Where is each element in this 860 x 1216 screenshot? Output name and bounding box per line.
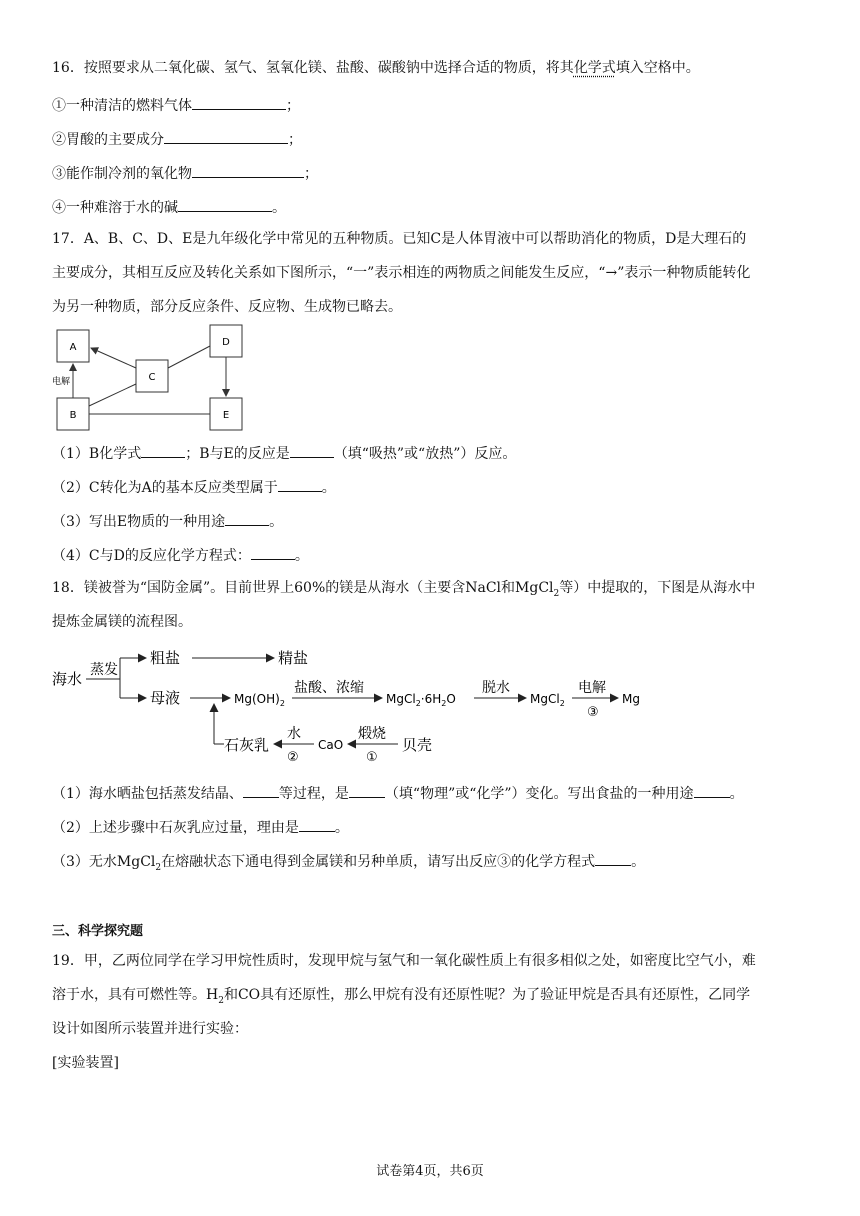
flow-mgcl2: MgCl$_2$ (530, 692, 565, 708)
answer-blank[interactable] (192, 95, 286, 110)
q17-part-2: （2）C转化为A的基本反应类型属于 。 (52, 477, 336, 498)
flow-cao: CaO (318, 738, 344, 752)
q18-flow-diagram (52, 640, 652, 765)
answer-blank[interactable] (278, 477, 322, 492)
answer-blank[interactable] (251, 545, 295, 560)
q16-item-4: ④一种难溶于水的碱 。 (52, 197, 286, 218)
label-b: B (69, 410, 77, 421)
q18-part-1: （1）海水晒盐包括蒸发结晶、 等过程，是 （填“物理”或“化学”）变化。写出食盐的一种用途 。 (52, 783, 744, 804)
flow-electrolysis: 电解 (578, 680, 606, 696)
answer-blank[interactable] (164, 129, 288, 144)
flow-mgcl2-hydrate: $MgCl_2\cdot 6H_2O$ (386, 692, 456, 708)
q19-line-3: 设计如图所示装置并进行实验： (52, 1021, 248, 1037)
flow-mg: Mg (622, 692, 640, 706)
label-a: A (69, 342, 77, 353)
q19-line-4: [实验装置] (52, 1055, 119, 1071)
q16-stem: 16．按照要求从二氧化碳、氢气、氢氧化镁、盐酸、碳酸钠中选择合适的物质，将其化学式填入空格中。 (52, 60, 700, 76)
answer-blank[interactable] (243, 783, 279, 798)
q17-part-1: （1）B化学式 ；B与E的反应是 （填“吸热”或“放热”）反应。 (52, 443, 516, 464)
q17-relation-diagram (52, 322, 252, 432)
flow-step-2: ② (287, 750, 299, 765)
flow-seawater: 海水 (52, 670, 83, 688)
flow-step-1: ① (366, 750, 378, 765)
arrow-c-to-a (91, 348, 136, 368)
answer-blank[interactable] (141, 443, 185, 458)
flow-evaporate: 蒸发 (90, 662, 118, 678)
answer-blank[interactable] (694, 783, 730, 798)
label-c: C (148, 372, 156, 383)
flow-water: 水 (287, 726, 301, 742)
q16-item-3: ③能作制冷剂的氧化物 ； (52, 163, 318, 184)
flow-acid-concentrate: 盐酸、浓缩 (294, 680, 364, 696)
link-c-d (168, 346, 210, 368)
label-d: D (222, 337, 230, 348)
q19-line-1: 19．甲，乙两位同学在学习甲烷性质时，发现甲烷与氢气和一氧化碳性质上有很多相似之处，如密度比空气小，难 (52, 953, 756, 969)
answer-blank[interactable] (299, 817, 335, 832)
flow-lime-milk: 石灰乳 (224, 736, 270, 754)
q19-line-2: 溶于水，具有可燃性等。$H_2$和CO具有还原性，那么甲烷有没有还原性呢？为了验证甲烷是否具有还原性，乙同学 (52, 987, 751, 1006)
q18-part-3: （3）无水MgCl$_2$在熔融状态下通电得到金属镁和另种单质，请写出反应③的化学方程式 。 (52, 851, 645, 878)
q17-stem-3: 为另一种物质，部分反应条件、反应物、生成物已略去。 (52, 299, 402, 315)
section-title: 三、科学探究题 (52, 924, 144, 939)
q18-stem-2: 提炼金属镁的流程图。 (52, 614, 192, 630)
q17-stem-2: 主要成分，其相互反应及转化关系如下图所示，“一”表示相连的两物质之间能发生反应，“→”表示一种物质能转化 (52, 265, 751, 281)
answer-blank[interactable] (290, 443, 334, 458)
answer-blank[interactable] (178, 197, 272, 212)
flow-step-3: ③ (587, 705, 599, 720)
answer-blank[interactable] (595, 851, 631, 866)
q16-item-2: ②胃酸的主要成分 ； (52, 129, 302, 150)
label-electrolysis: 电解 (52, 377, 71, 387)
q16-emphasis: 化学式 (573, 60, 616, 76)
link-c-b (89, 384, 136, 406)
flow-mgoh2: $Mg(OH)_2$ (234, 692, 285, 708)
flow-dehydrate: 脱水 (482, 680, 510, 696)
q17-part-3: （3）写出E物质的一种用途 。 (52, 511, 283, 532)
q17-part-4: （4）C与D的反应化学方程式： 。 (52, 545, 309, 566)
flow-calcine: 煅烧 (358, 726, 386, 742)
page-footer: 试卷第4页，共6页 (376, 1164, 484, 1179)
answer-blank[interactable] (192, 163, 304, 178)
answer-blank[interactable] (225, 511, 269, 526)
q16-item-1: ①一种清洁的燃料气体 ； (52, 95, 300, 116)
q18-part-2: （2）上述步骤中石灰乳应过量，理由是 。 (52, 817, 349, 838)
flow-refined-salt: 精盐 (278, 649, 309, 667)
answer-blank[interactable] (349, 783, 385, 798)
flow-crude-salt: 粗盐 (150, 649, 181, 667)
flow-shell: 贝壳 (402, 736, 433, 754)
q17-stem-1: 17．A、B、C、D、E是九年级化学中常见的五种物质。已知C是人体胃液中可以帮助消化的物质，D是大理石的 (52, 231, 747, 247)
flow-mother-liquor: 母液 (150, 689, 181, 707)
label-e: E (222, 410, 230, 421)
q18-stem-1: 18．镁被誉为“国防金属”。目前世界上60%的镁是从海水（主要含NaCl和MgCl$_2$等）中提取的，下图是从海水中 (52, 580, 756, 599)
